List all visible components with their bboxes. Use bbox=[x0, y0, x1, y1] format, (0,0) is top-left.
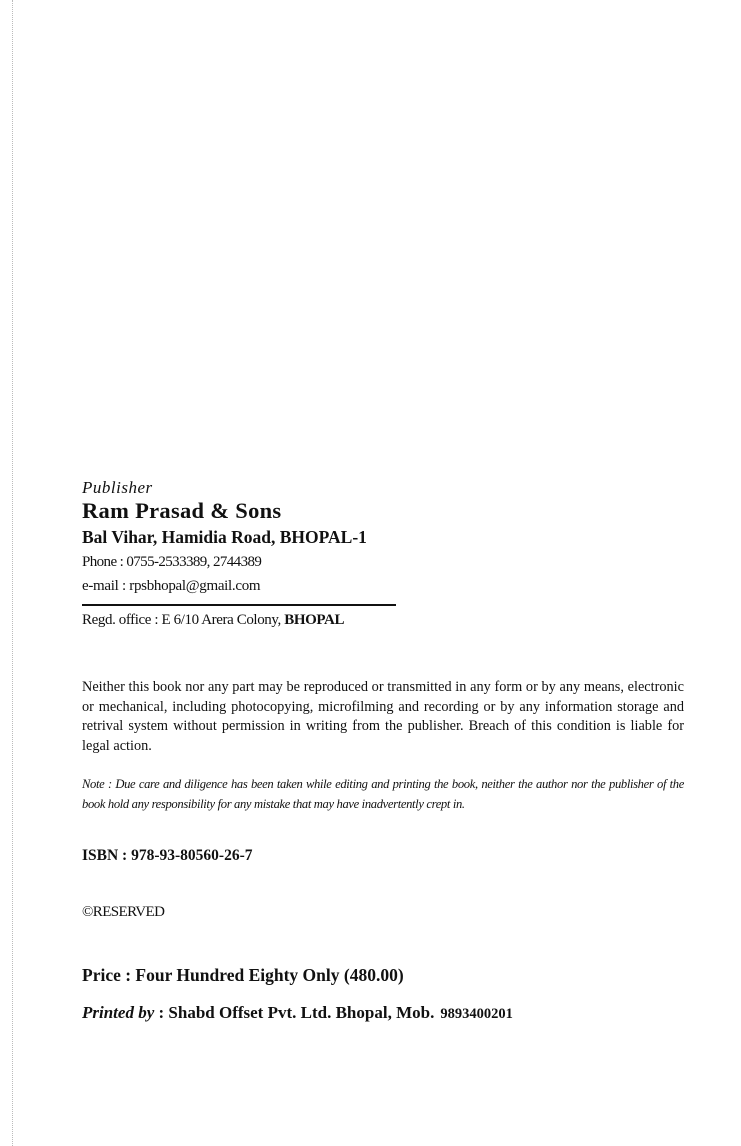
divider bbox=[82, 604, 396, 606]
scan-edge bbox=[0, 0, 13, 1146]
publisher-phone: Phone : 0755-2533389, 2744389 bbox=[82, 554, 262, 570]
copyright: ©RESERVED bbox=[82, 904, 165, 920]
printer-mobile: 9893400201 bbox=[440, 1006, 513, 1022]
regd-city: BHOPAL bbox=[284, 612, 345, 628]
publisher-name: Ram Prasad & Sons bbox=[82, 498, 282, 523]
publisher-label: Publisher bbox=[82, 478, 153, 497]
publisher-email: e-mail : rpsbhopal@gmail.com bbox=[82, 578, 261, 594]
registered-office bbox=[82, 612, 344, 629]
rights-notice: Neither this book nor any part may be reproduced or transmitted in any form or by any means, electronic or mechanical, including photocopying, microfilming and recording or by any information storage and retrival system without permission in writing from the publisher. Breach of this condition is liable for legal action. bbox=[82, 679, 684, 754]
printer-details: : Shabd Offset Pvt. Ltd. Bhopal, Mob. bbox=[154, 1003, 435, 1022]
printer-info bbox=[82, 1003, 513, 1023]
printer-label: Printed by bbox=[82, 1003, 155, 1022]
publisher-address: Bal Vihar, Hamidia Road, BHOPAL-1 bbox=[82, 527, 367, 547]
price: Price : Four Hundred Eighty Only (480.00) bbox=[82, 965, 404, 985]
disclaimer-note: Note : Due care and diligence has been taken while editing and printing the book, neither the author nor the publisher of the book hold any responsibility for any mistake that may have inadvertently crept in. bbox=[82, 777, 684, 811]
regd-address: Regd. office : E 6/10 Arera Colony, bbox=[82, 612, 285, 628]
isbn: ISBN : 978-93-80560-26-7 bbox=[82, 847, 253, 864]
